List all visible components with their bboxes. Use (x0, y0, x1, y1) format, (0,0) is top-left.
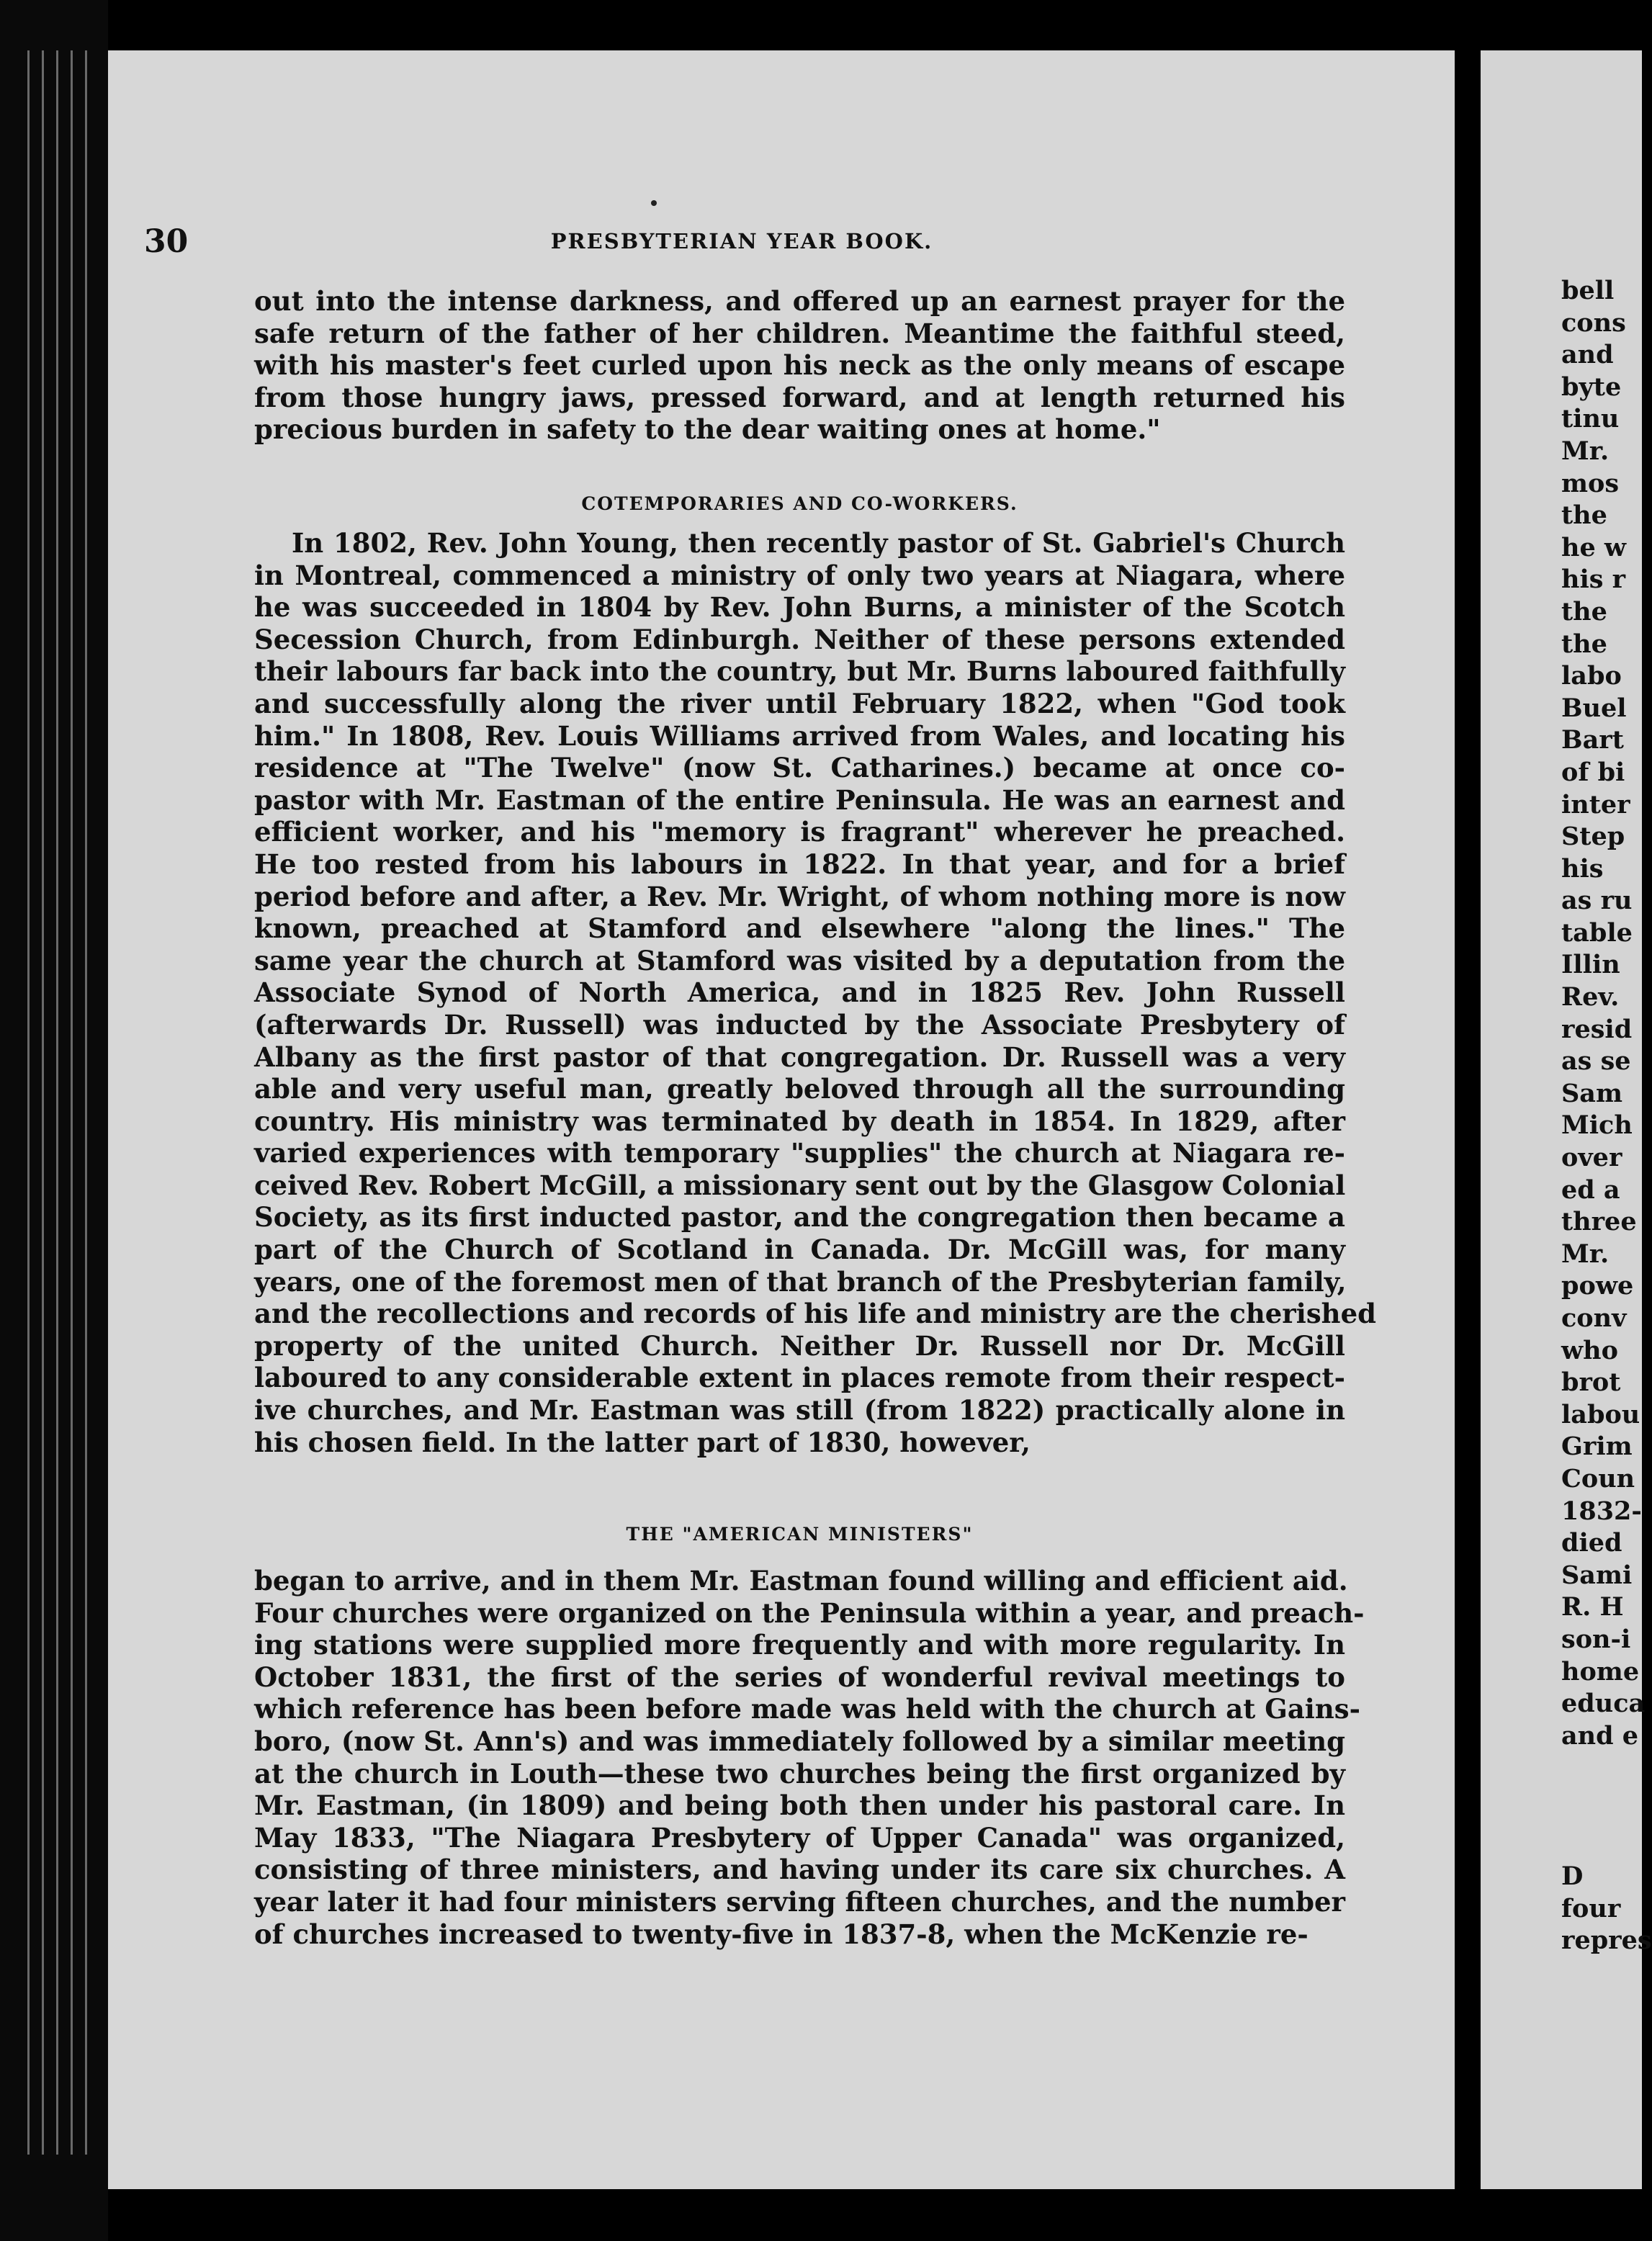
text-line: from those hungry jaws, pressed forward, and at length returned his (254, 381, 1345, 413)
paragraph-3 (254, 1565, 1365, 1950)
page-header (144, 223, 1339, 266)
text-line: country. His ministry was terminated by death in 1854. In 1829, after (254, 1105, 1345, 1137)
text-line: ing stations were supplied more frequently and with more regularity. In (254, 1629, 1345, 1661)
print-speck (651, 200, 657, 206)
right-page-line: home (1561, 1656, 1640, 1687)
text-line: his chosen field. In the latter part of 1830, however, (254, 1426, 1031, 1458)
right-page-line: the (1561, 629, 1607, 659)
text-line: began to arrive, and in them Mr. Eastman found willing and efficient aid. (254, 1565, 1348, 1596)
text-line: varied experiences with temporary "supplies" the church at Niagara re- (254, 1137, 1345, 1169)
text-line: pastor with Mr. Eastman of the entire Peninsula. He was an earnest and (254, 783, 1345, 816)
page-gutter (1455, 0, 1481, 2241)
text-line: boro, (now St. Ann's) and was immediately followed by a similar meeting (254, 1725, 1345, 1757)
right-page-line: bell (1561, 276, 1615, 305)
right-page-line: of bi (1561, 757, 1625, 787)
text-line: known, preached at Stamford and elsewhere "along the lines." The (254, 912, 1345, 945)
right-page-line: inter (1561, 789, 1630, 819)
right-page-line: ed a (1561, 1175, 1620, 1205)
section-heading-american-ministers: THE "AMERICAN MINISTERS" (626, 1524, 974, 1545)
right-page-line: tinu (1561, 404, 1620, 434)
right-page-line: he w (1561, 532, 1627, 562)
right-page-line: repres (1561, 1926, 1652, 1956)
right-page-line: and (1561, 340, 1614, 370)
right-page-line: mos (1561, 468, 1620, 498)
section-heading-cotemporaries: COTEMPORARIES AND CO-WORKERS. (581, 493, 1018, 514)
text-line: Associate Synod of North America, and in 1825 Rev. John Russell (254, 976, 1345, 1009)
paragraph-1 (254, 285, 1345, 446)
right-page-line: who (1561, 1335, 1618, 1365)
text-line: Albany as the first pastor of that congregation. Dr. Russell was a very (254, 1041, 1345, 1073)
text-line: at the church in Louth—these two churches being the first organized by (254, 1757, 1345, 1789)
text-line: property of the united Church. Neither Dr. Russell nor Dr. McGill (254, 1329, 1345, 1362)
text-line: October 1831, the first of the series of wonderful revival meetings to (254, 1661, 1345, 1693)
right-page-line: and e (1561, 1720, 1639, 1751)
right-page-line: his (1561, 853, 1604, 884)
right-page-line: conv (1561, 1303, 1627, 1333)
text-line: safe return of the father of her children. Meantime the faithful steed, (254, 317, 1345, 349)
right-page-line: Mich (1561, 1110, 1633, 1141)
text-line: he was succeeded in 1804 by Rev. John Burns, a minister of the Scotch (254, 591, 1345, 624)
right-page-line: Coun (1561, 1463, 1635, 1494)
right-page-line: educa (1561, 1689, 1646, 1719)
right-page-line: byte (1561, 372, 1622, 402)
right-page-line: the (1561, 500, 1607, 531)
text-line: (afterwards Dr. Russell) was inducted by the Associate Presbytery of (254, 1008, 1345, 1041)
right-page-line: D (1561, 1861, 1584, 1891)
text-line: their labours far back into the country, but Mr. Burns laboured faithfully (254, 655, 1345, 688)
page-stack-line (56, 50, 58, 2155)
page-stack-line (27, 50, 30, 2155)
right-page-line: three (1561, 1207, 1637, 1237)
right-page-line: powe (1561, 1271, 1634, 1301)
right-page-line: Illin (1561, 950, 1620, 980)
right-page-line: 1832- (1561, 1496, 1642, 1526)
text-line: him." In 1808, Rev. Louis Williams arrived from Wales, and locating his (254, 719, 1345, 752)
text-line: In 1802, Rev. John Young, then recently pastor of St. Gabriel's Church (292, 527, 1345, 559)
right-page-line: four (1561, 1893, 1621, 1923)
text-line: ceived Rev. Robert McGill, a missionary sent out by the Glasgow Colonial (254, 1169, 1346, 1201)
text-line: May 1833, "The Niagara Presbytery of Upper Canada" was organized, (254, 1821, 1345, 1854)
running-head: PRESBYTERIAN YEAR BOOK. (550, 229, 933, 253)
text-line: years, one of the foremost men of that branch of the Presbyterian family, (254, 1265, 1347, 1298)
right-page-line: as ru (1561, 886, 1633, 916)
right-page-line: cons (1561, 307, 1626, 338)
text-line: residence at "The Twelve" (now St. Catharines.) became at once co- (254, 752, 1345, 784)
right-page-line: Step (1561, 822, 1625, 852)
text-line: Mr. Eastman, (in 1809) and being both then under his pastoral care. In (254, 1789, 1345, 1822)
text-line: year later it had four ministers serving fifteen churches, and the number (254, 1885, 1345, 1918)
right-page-text-1 (1561, 275, 1646, 1752)
right-page-line: the (1561, 596, 1607, 627)
text-line: in Montreal, commenced a ministry of only two years at Niagara, where (254, 559, 1345, 591)
text-line: Four churches were organized on the Peninsula within a year, and preach- (254, 1596, 1365, 1629)
right-page-line: Bart (1561, 725, 1624, 755)
right-page-line: resid (1561, 1014, 1633, 1044)
right-page-line: his r (1561, 565, 1626, 595)
right-page-line: as se (1561, 1046, 1631, 1077)
right-page-line: Rev. (1561, 982, 1620, 1012)
right-page-line: Sami (1561, 1560, 1633, 1590)
right-page-line: Buel (1561, 693, 1627, 723)
text-line: laboured to any considerable extent in places remote from their respect- (254, 1362, 1345, 1394)
text-line: Secession Church, from Edinburgh. Neither of these persons extended (254, 623, 1345, 655)
text-line: of churches increased to twenty-five in 1837-8, when the McKenzie re- (254, 1918, 1308, 1950)
right-page-line: labo (1561, 661, 1622, 691)
text-line: period before and after, a Rev. Mr. Wright, of whom nothing more is now (254, 880, 1345, 912)
right-page-line: son-i (1561, 1624, 1631, 1654)
text-line: out into the intense darkness, and offered up an earnest prayer for the (254, 285, 1345, 317)
text-line: same year the church at Stamford was visited by a deputation from the (254, 944, 1345, 976)
page-number: 30 (144, 223, 189, 260)
text-line: part of the Church of Scotland in Canada. Dr. McGill was, for many (254, 1234, 1345, 1266)
right-page-line: Mr. (1561, 1239, 1610, 1269)
page-stack-line (42, 50, 44, 2155)
right-page-line: Mr. (1561, 436, 1610, 466)
text-line: ive churches, and Mr. Eastman was still (from 1822) practically alone in (254, 1394, 1345, 1427)
text-line: consisting of three ministers, and having under its care six churches. A (254, 1854, 1345, 1886)
book-binding-edge (0, 0, 108, 2241)
right-page-line: Sam (1561, 1078, 1622, 1108)
page-stack-line (85, 50, 87, 2155)
page-stack-line (71, 50, 73, 2155)
text-line: able and very useful man, greatly beloved through all the surrounding (254, 1073, 1345, 1105)
right-page-line: R. H (1561, 1592, 1624, 1622)
right-page-line: labou (1561, 1399, 1640, 1429)
paragraph-2 (254, 527, 1376, 1458)
text-line: which reference has been before made was held with the church at Gains- (254, 1693, 1360, 1725)
right-page-line: Grim (1561, 1432, 1633, 1462)
text-line: precious burden in safety to the dear waiting ones at home." (254, 413, 1161, 446)
right-page-line: table (1561, 917, 1633, 948)
text-line: efficient worker, and his "memory is fragrant" wherever he preached. (254, 816, 1345, 848)
text-line: and successfully along the river until February 1822, when "God took (254, 687, 1345, 719)
text-line: He too rested from his labours in 1822. In that year, and for a brief (254, 848, 1345, 880)
right-page-line: over (1561, 1143, 1622, 1173)
text-line: with his master's feet curled upon his neck as the only means of escape (254, 349, 1345, 382)
right-page-line: died (1561, 1528, 1622, 1558)
text-line: and the recollections and records of his life and ministry are the cherished (254, 1298, 1376, 1330)
text-line: Society, as its first inducted pastor, and the congregation then became a (254, 1201, 1345, 1234)
right-page-line: brot (1561, 1367, 1621, 1398)
right-page-text-2 (1561, 1861, 1652, 1957)
